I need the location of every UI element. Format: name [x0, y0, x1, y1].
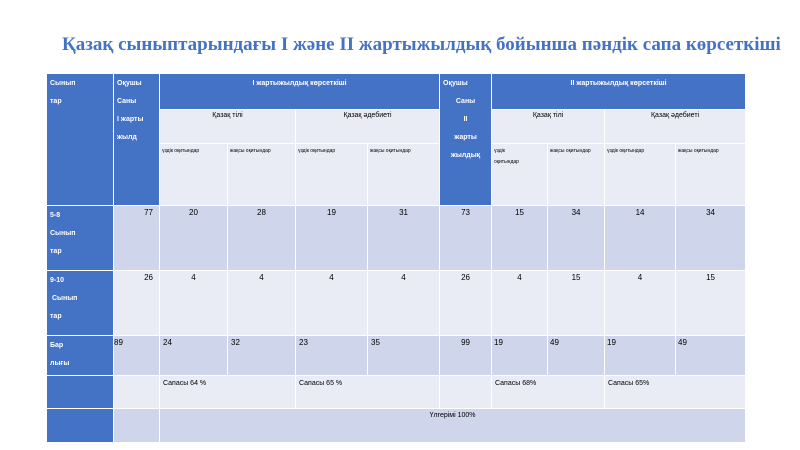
cell-value: 19 [492, 336, 548, 376]
table-row [47, 409, 746, 443]
cell-value: 20 [160, 206, 228, 271]
header-sem2-lang-excellent-line1: үздік [494, 148, 505, 154]
cell-value: 15 [548, 271, 605, 336]
header-sem1-lit-good: жақсы оқитындар [368, 144, 440, 206]
header-classes-line2: тар [50, 98, 62, 105]
cell-value: 19 [605, 336, 676, 376]
cell-count-sem1: 26 [114, 271, 160, 336]
cell-value: 24 [160, 336, 228, 376]
row-label-line1: 9-10 [50, 277, 65, 284]
cell-empty [114, 376, 160, 409]
cell-value: 49 [548, 336, 605, 376]
header-sem1-lit: Қазақ әдебиеті [296, 110, 440, 144]
row-label-line1: Бар [50, 342, 64, 349]
header-count-sem2-line2: Саны [455, 98, 476, 105]
header-count-sem2-line3: ІІ [463, 116, 468, 123]
header-count-sem2-line5: жылдық [450, 152, 481, 159]
header-count-sem2-line1: Оқушы [443, 80, 468, 87]
quality-sem2-lang: Сапасы 68% [492, 376, 605, 409]
cell-value: 4 [228, 271, 296, 336]
row-label-line3: тар [50, 248, 62, 255]
row-label [47, 206, 114, 271]
header-count-sem1-line1: Оқушы [117, 80, 142, 87]
header-sem1-lang-excellent: үздік оқитындар [160, 144, 228, 206]
header-sem2: ІІ жартыжылдық көрсеткіші [492, 74, 746, 110]
cell-value: 4 [605, 271, 676, 336]
quality-sem1-lang: Сапасы 64 % [160, 376, 296, 409]
row-label [47, 336, 114, 376]
header-sem2-lang: Қазақ тілі [492, 110, 605, 144]
header-sem2-lit: Қазақ әдебиеті [605, 110, 746, 144]
header-count-sem2-line4: жарты [454, 134, 477, 141]
table-row [47, 206, 746, 271]
quality-sem2-lit: Сапасы 65% [605, 376, 746, 409]
header-sem1: І жартыжылдық көрсеткіші [160, 74, 440, 110]
cell-value: 14 [605, 206, 676, 271]
cell-value: 32 [228, 336, 296, 376]
header-sem2-lang-excellent [492, 144, 548, 206]
cell-value: 4 [368, 271, 440, 336]
quality-row-label [47, 376, 114, 409]
cell-count-sem2: 26 [440, 271, 492, 336]
header-sem2-lit-good: жақсы оқитындар [676, 144, 746, 206]
cell-value: 19 [296, 206, 368, 271]
cell-value: 35 [368, 336, 440, 376]
header-count-sem1 [114, 74, 160, 206]
row-label-line2: лығы [50, 360, 70, 367]
row-label-line1: 5-8 [50, 212, 61, 219]
page-title: Қазақ сыныптарындағы І және ІІ жартыжылдық бойынша пәндік сапа көрсеткіші [62, 34, 781, 55]
cell-value: 23 [296, 336, 368, 376]
header-classes-line1: Сынып [50, 80, 76, 87]
cell-count-sem1: 77 [114, 206, 160, 271]
table-row [47, 336, 746, 376]
header-count-sem2 [440, 74, 492, 206]
header-sem2-lang-good: жақсы оқитындар [548, 144, 605, 206]
table-row [47, 376, 746, 409]
cell-count-sem1: 89 [114, 336, 160, 376]
progress-total: Үлгерімі 100% [160, 409, 746, 443]
row-label-line2: Сынып [50, 295, 78, 302]
cell-value: 28 [228, 206, 296, 271]
cell-value: 49 [676, 336, 746, 376]
cell-value: 34 [548, 206, 605, 271]
cell-empty [114, 409, 160, 443]
header-sem2-lang-excellent-line2: оқитындар [494, 159, 519, 165]
header-count-sem1-line3: І жарты [117, 116, 144, 123]
cell-value: 4 [296, 271, 368, 336]
header-sem1-lit-excellent: үздік оқитындар [296, 144, 368, 206]
cell-value: 15 [492, 206, 548, 271]
table-row [47, 271, 746, 336]
quality-table [46, 73, 746, 443]
header-classes [47, 74, 114, 206]
row-label-line3: тар [50, 313, 62, 320]
cell-empty [440, 376, 492, 409]
cell-value: 34 [676, 206, 746, 271]
header-count-sem1-line4: жылд [117, 134, 137, 141]
cell-value: 4 [160, 271, 228, 336]
row-label-line2: Сынып [50, 230, 76, 237]
cell-value: 4 [492, 271, 548, 336]
cell-value: 31 [368, 206, 440, 271]
header-sem1-lang-good: жақсы оқитындар [228, 144, 296, 206]
header-sem1-lang: Қазақ тілі [160, 110, 296, 144]
cell-count-sem2: 73 [440, 206, 492, 271]
quality-sem1-lit: Сапасы 65 % [296, 376, 440, 409]
header-count-sem1-line2: Саны [117, 98, 137, 105]
cell-value: 15 [676, 271, 746, 336]
progress-row-label [47, 409, 114, 443]
cell-count-sem2: 99 [440, 336, 492, 376]
row-label [47, 271, 114, 336]
header-sem2-lit-excellent: үздік оқитындар [605, 144, 676, 206]
